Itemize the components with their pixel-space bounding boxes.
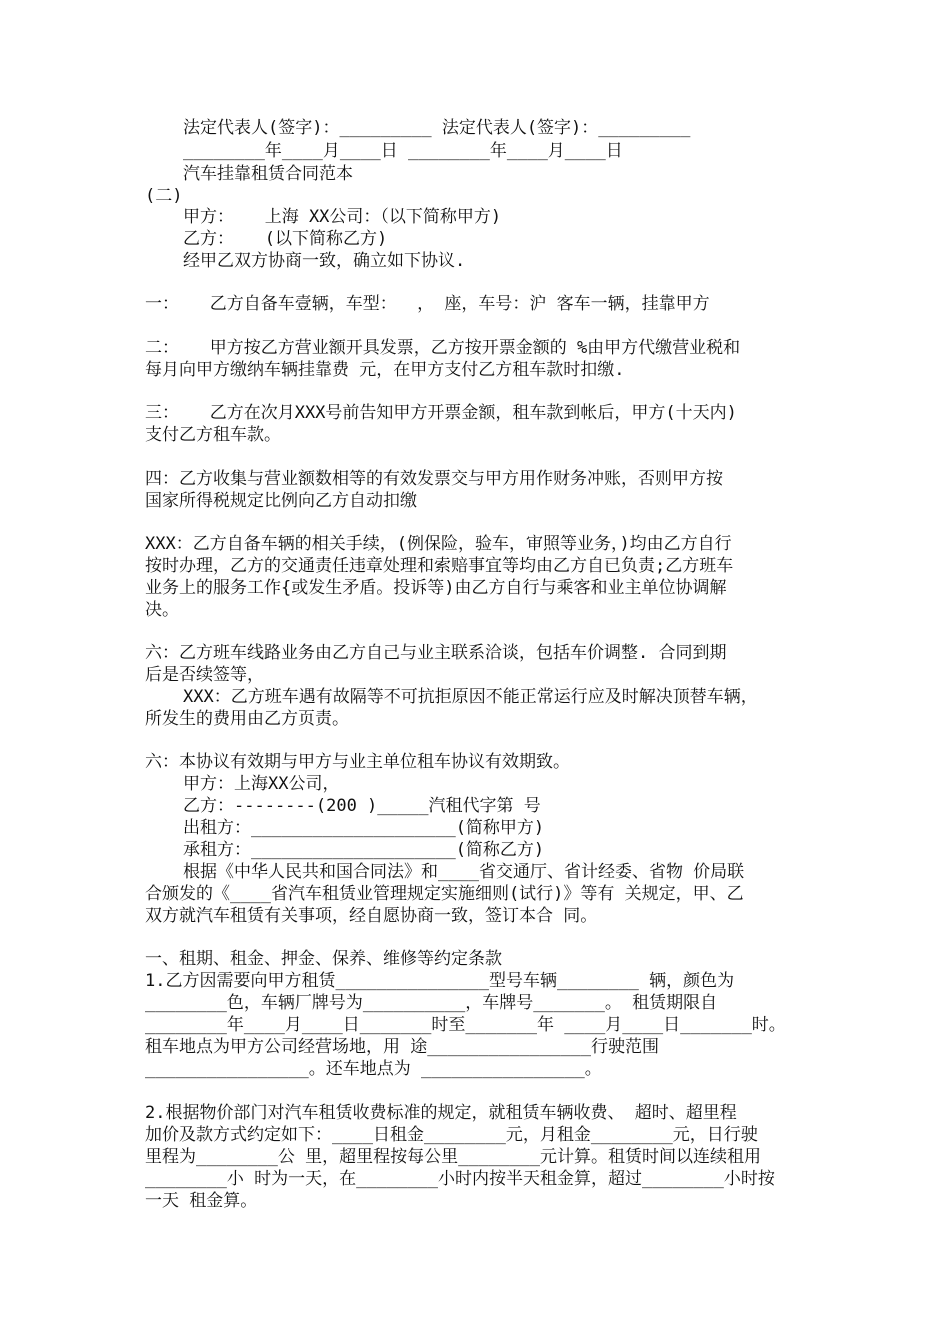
section-2-line-5: 一天 租金算。: [145, 1191, 258, 1211]
section-1-line-2: ________色，车辆厂牌号为__________，车牌号_______。 租赁期限自: [145, 993, 718, 1013]
document-title: 汽车挂靠租赁合同范本: [183, 164, 353, 184]
clause-8: 六：本协议有效期与甲方与业主单位租车协议有效期致。: [145, 752, 570, 772]
section-1-line-4: 租车地点为甲方公司经营场地，用 途________________行驶范围: [145, 1037, 659, 1057]
lessee-line: 承租方：____________________(简称乙方): [183, 840, 545, 860]
section-2-line-3: 里程为________公 里，超里程按每公里________元计算。租赁时间以连续租用: [145, 1147, 761, 1167]
section-1-line-5: ________________。还车地点为 ________________。: [145, 1059, 602, 1079]
clause-3-line-2: 支付乙方租车款。: [145, 425, 281, 445]
clause-5-line-1: XXX：乙方自备车辆的相关手续，(例保险，验车，审照等业务，)均由乙方自行: [145, 534, 732, 554]
intro-line: 经甲乙双方协商一致，确立如下协议.: [183, 251, 466, 271]
legal-basis-line-2: 合颁发的《____省汽车租赁业管理规定实施细则(试行)》等有 关规定，甲、乙: [145, 884, 744, 904]
clause-6-line-2: 后是否续签等，: [145, 665, 264, 685]
clause-4-line-2: 国家所得税规定比例向乙方自动扣缴: [145, 491, 417, 511]
legal-rep-signature-line: 法定代表人(签字)：_________ 法定代表人(签字)：_________: [183, 118, 691, 138]
clause-3-line-1: 三： 乙方在次月XXX号前告知甲方开票金额，租车款到帐后，甲方(十天内): [145, 403, 737, 423]
section-number: (二): [145, 186, 183, 206]
clause-2-line-2: 每月向甲方缴纳车辆挂靠费 元，在甲方支付乙方租车款时扣缴.: [145, 360, 625, 380]
clause-7-line-2: 所发生的费用由乙方页责。: [145, 709, 349, 729]
party-a-line: 甲方： 上海 XX公司：（以下简称甲方): [183, 207, 502, 227]
clause-5-line-4: 决。: [145, 600, 179, 620]
section-1-line-3: ________年____月____日_______时至_______年 ____月____日_______时。: [145, 1015, 786, 1035]
section-1-title: 一、租期、租金、押金、保养、维修等约定条款: [145, 949, 502, 969]
lessor-line: 出租方：____________________(简称甲方): [183, 818, 545, 838]
legal-basis-line-3: 双方就汽车租赁有关事项，经自愿协商一致，签订本合 同。: [145, 906, 598, 926]
clause-1: 一： 乙方自备车壹辆，车型： ， 座，车号：沪 客车一辆，挂靠甲方: [145, 294, 710, 314]
section-2-line-2: 加价及款方式约定如下：____日租金________元，月租金________元，日行驶: [145, 1125, 758, 1145]
section-2-line-1: 2.根据物价部门对汽车租赁收费标准的规定，就租赁车辆收费、 超时、超里程: [145, 1103, 737, 1123]
clause-5-line-2: 按时办理，乙方的交通责任违章处理和索赔事宜等均由乙方自已负责;乙方班车: [145, 556, 734, 576]
clause-4-line-1: 四：乙方收集与营业额数相等的有效发票交与甲方用作财务冲账，否则甲方按: [145, 469, 723, 489]
party-b-line: 乙方： (以下简称乙方): [183, 229, 388, 249]
clause-5-line-3: 业务上的服务工作{或发生矛盾。投诉等)由乙方自行与乘客和业主单位协调解: [145, 578, 727, 598]
sign-party-a: 甲方：上海XX公司，: [183, 774, 340, 794]
sign-party-b: 乙方：--------(200 )_____汽租代字第 号: [183, 796, 541, 816]
clause-2-line-1: 二： 甲方按乙方营业额开具发票，乙方按开票金额的 %由甲方代缴营业税和: [145, 338, 741, 358]
signature-date-line: ________年____月____日 ________年____月____日: [183, 141, 623, 161]
clause-6-line-1: 六：乙方班车线路业务由乙方自己与业主联系洽谈，包括车价调整. 合同到期: [145, 643, 727, 663]
legal-basis-line-1: 根据《中华人民共和国合同法》和____省交通厅、省计经委、省物 价局联: [183, 862, 745, 882]
section-2-line-4: ________小 时为一天，在________小时内按半天租金算，超过________小时按: [145, 1169, 775, 1189]
section-1-line-1: 1.乙方因需要向甲方租赁_______________型号车辆________ 辆，颜色为: [145, 971, 735, 991]
clause-7-line-1: XXX：乙方班车遇有故隔等不可抗拒原因不能正常运行应及时解决顶替车辆，: [183, 687, 758, 707]
